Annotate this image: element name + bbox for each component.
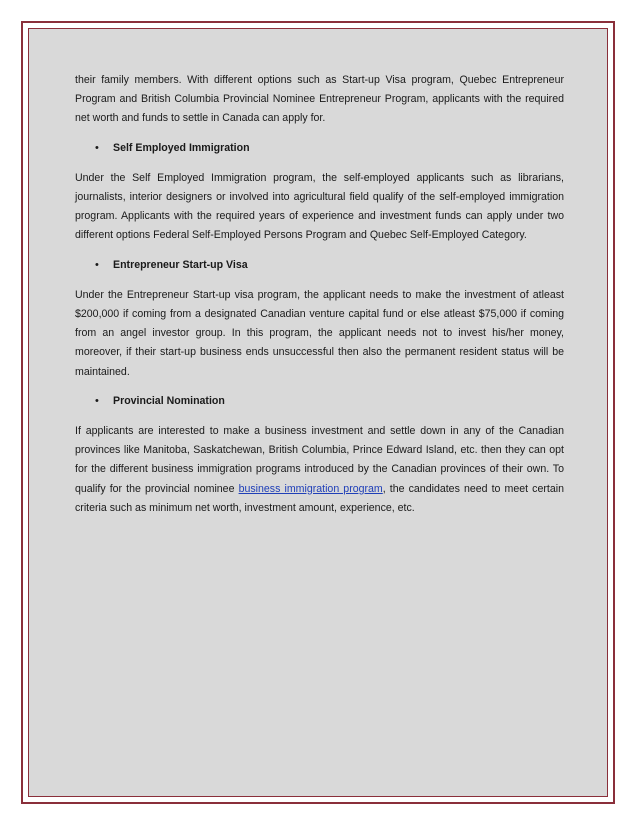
paragraph-startup-visa: Under the Entrepreneur Start-up visa program, the applicant needs to make the investment of atleast $200,000 if coming from a designated Canadian venture capital fund or else atleast $75,000 if coming from an angel investor group. In this program, the applicant needs not to invest his/her money, moreover, if their start-up business ends unsuccessful then also the permanent resident status will be maintained. [75,288,564,378]
paragraph-provincial-nomination [75,422,564,518]
bullet-icon: • [95,141,99,154]
business-immigration-program-link[interactable]: business immigration program [238,482,383,495]
bullet-heading: Self Employed Immigration [113,141,250,154]
bullet-icon: • [95,258,99,271]
paragraph-self-employed: Under the Self Employed Immigration program, the self-employed applicants such as librarians, journalists, interior designers or involved into agricultural field qualify of the self-employed immigration program. Applicants with the required years of experience and investment funds can apply under two different options Federal Self-Employed Persons Program and Quebec Self-Employed Category. [75,171,564,242]
bullet-icon: • [95,394,99,407]
bullet-item-self-employed [75,139,564,158]
bullet-heading: Provincial Nomination [113,394,225,407]
paragraph-text: , the candidates need to meet certain criteria such as minimum net worth, investment amount, experience, etc. [75,482,564,514]
bullet-heading: Entrepreneur Start-up Visa [113,258,248,271]
bullet-item-provincial-nomination [75,392,564,411]
paragraph-intro: their family members. With different options such as Start-up Visa program, Quebec Entrepreneur Program and British Columbia Provincial Nominee Entrepreneur Program, applicants with the required net worth and funds to settle in Canada can apply for. [75,74,564,125]
bullet-item-startup-visa [75,256,564,275]
paragraph-text: If applicants are interested to make a business investment and settle down in any of the Canadian provinces like Manitoba, Saskatchewan, British Columbia, Prince Edward Island, etc. then they can opt for the different business immigration programs introduced by the Canadian provinces of their own. To qualify for the provincial nominee [75,425,564,495]
document-body [75,71,564,528]
